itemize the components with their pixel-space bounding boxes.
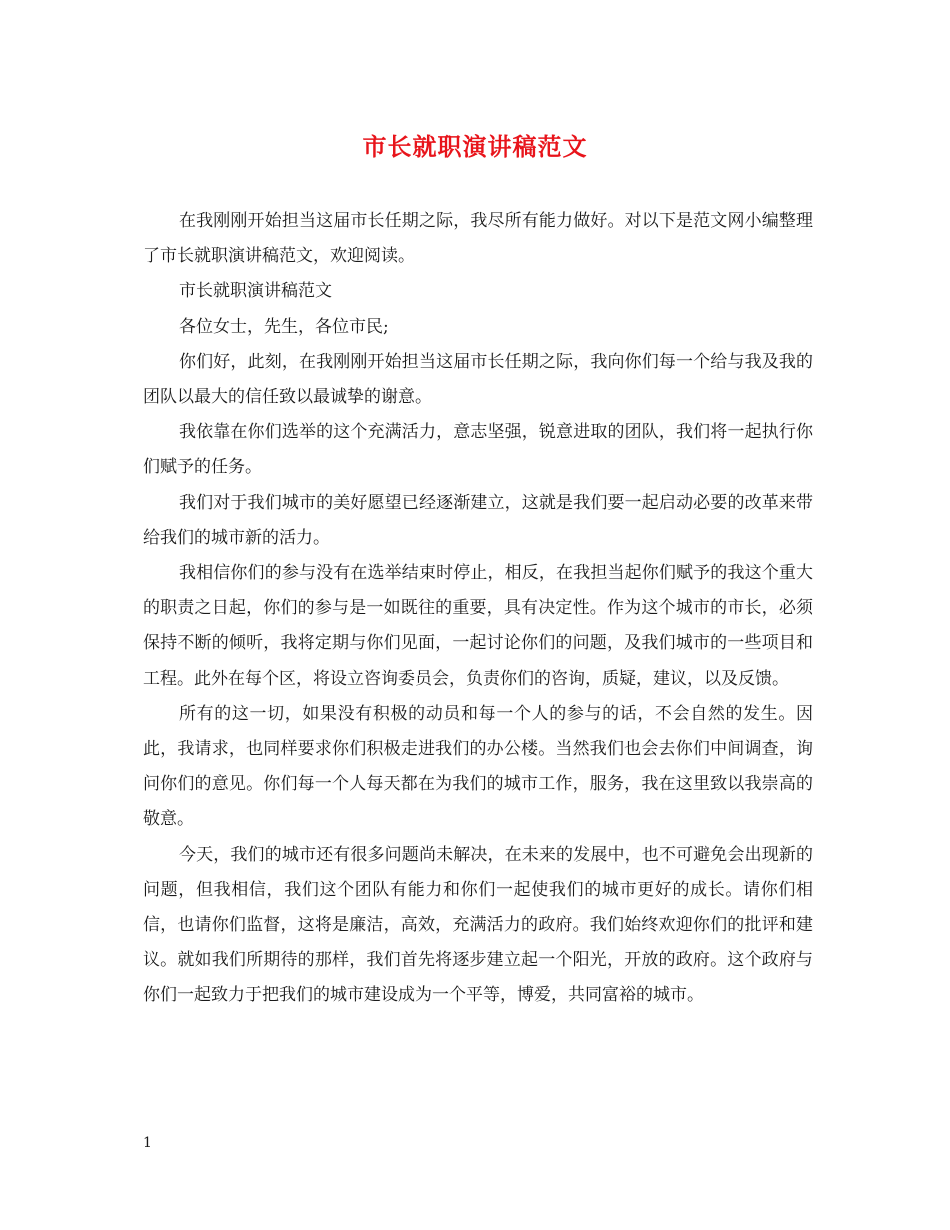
document-body — [143, 204, 813, 1014]
paragraph-mobilization: 所有的这一切，如果没有积极的动员和每一个人的参与的话，不会自然的发生。因此，我请求，也同样要求你们积极走进我们的办公楼。当然我们也会去你们中间调查，询问你们的意见。你们每一个人每天都在为我们的城市工作，服务，我在这里致以我崇高的敬意。 — [143, 703, 813, 830]
document-title: 市长就职演讲稿范文 — [362, 132, 588, 161]
paragraph-thanks: 你们好，此刻，在我刚刚开始担当这届市长任期之际，我向你们每一个给与我及我的团队以最大的信任致以最诚挚的谢意。 — [143, 351, 813, 408]
paragraph-participation: 我相信你们的参与没有在选举结束时停止，相反，在我担当起你们赋予的我这个重大的职责之日起，你们的参与是一如既往的重要，具有决定性。作为这个城市的市长，必须保持不断的倾听，我将定期与你们见面，一起讨论你们的问题，及我们城市的一些项目和工程。此外在每个区，将设立咨询委员会，负责你们的咨询，质疑，建议，以及反馈。 — [143, 563, 813, 689]
paragraph-intro: 在我刚刚开始担当这届市长任期之际，我尽所有能力做好。对以下是范文网小编整理了市长就职演讲稿范文，欢迎阅读。 — [143, 211, 813, 267]
paragraph-subtitle: 市长就职演讲稿范文 — [179, 281, 332, 302]
paragraph-future: 今天，我们的城市还有很多问题尚未解决，在未来的发展中，也不可避免会出现新的问题，但我相信，我们这个团队有能力和你们一起使我们的城市更好的成长。请你们相信，也请你们监督，这将是廉洁，高效，充满活力的政府。我们始终欢迎你们的批评和建议。就如我们所期待的那样，我们首先将逐步建立起一个阳光，开放的政府。这个政府与你们一起致力于把我们的城市建设成为一个平等，博爱，共同富裕的城市。 — [143, 844, 813, 1006]
paragraph-reform: 我们对于我们城市的美好愿望已经逐渐建立，这就是我们要一起启动必要的改革来带给我们的城市新的活力。 — [143, 492, 813, 548]
page-number: 1 — [143, 1135, 152, 1151]
paragraph-salutation: 各位女士，先生，各位市民; — [179, 316, 389, 337]
paragraph-team: 我依靠在你们选举的这个充满活力，意志坚强，锐意进取的团队，我们将一起执行你们赋予的任务。 — [143, 422, 813, 478]
